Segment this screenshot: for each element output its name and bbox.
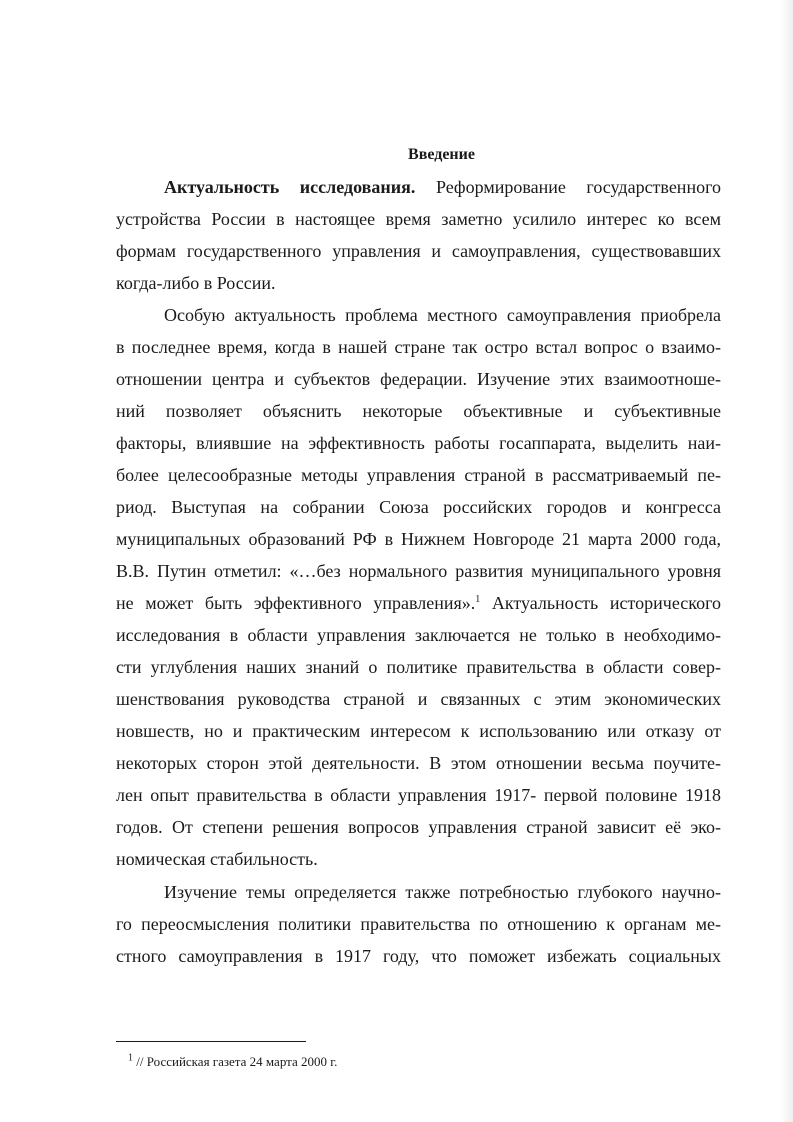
paragraph-local-government <box>116 299 721 875</box>
paragraph-line: риод. Выступая на собрании Союза российских городов и конгресса <box>116 497 721 517</box>
page-title: Введение <box>408 146 475 163</box>
paragraph-line: некоторых сторон этой деятельности. В этом отношении весьма поучите- <box>116 753 721 773</box>
footnote-text: // Российская газета 24 марта 2000 г. <box>133 1054 338 1069</box>
paragraph-line: новшеств, но и практическим интересом к использованию или отказу от <box>116 721 721 741</box>
paragraph-line <box>116 171 721 203</box>
paragraph-line: формам государственного управления и самоуправления, существовавших <box>116 241 721 261</box>
paragraph-line: В.В. Путин отметил: «…без нормального развития муниципального уровня <box>116 561 721 581</box>
paragraph-line: го переосмысления политики правительства по отношению к органам ме- <box>116 914 721 934</box>
paragraph-line: стного самоуправления в 1917 году, что поможет избежать социальных <box>116 946 721 966</box>
paragraph-line: исследования в области управления заключается не только в необходимо- <box>116 625 721 645</box>
text-span: Актуальность исторического <box>480 593 721 613</box>
text-span: не может быть эффективного управления». <box>116 593 476 613</box>
lead-phrase: Актуальность исследования. <box>164 177 416 197</box>
paragraph-line: в последнее время, когда в нашей стране так остро встал вопрос о взаимо- <box>116 337 721 357</box>
paragraph-topic-study <box>116 876 721 972</box>
footnote-reference[interactable]: 1 <box>475 594 481 605</box>
paragraph-line: шенствования руководства страной и связанных с этим экономических <box>116 689 721 709</box>
paragraph-line: годов. От степени решения вопросов управления страной зависит её эко- <box>116 817 721 837</box>
paragraph-line <box>116 587 721 619</box>
paragraph-relevance <box>116 171 721 299</box>
paragraph-line: факторы, влиявшие на эффективность работы госаппарата, выделить наи- <box>116 433 721 453</box>
paragraph-line: устройства России в настоящее время заметно усилило интерес ко всем <box>116 209 721 229</box>
footnote-separator <box>116 1041 306 1042</box>
paragraph-line: когда-либо в России. <box>116 273 276 293</box>
paragraph-line: более целесообразные методы управления страной в рассматриваемый пе- <box>116 465 721 485</box>
paragraph-line: лен опыт правительства в области управления 1917- первой половине 1918 <box>116 785 721 805</box>
text-span: Реформирование государственного <box>435 177 721 197</box>
footnote <box>128 1053 337 1071</box>
paragraph-line: Особую актуальность проблема местного самоуправления приобрела <box>164 305 721 325</box>
footnote-number: 1 <box>128 1052 133 1064</box>
paragraph-line: отношении центра и субъектов федерации. Изучение этих взаимоотноше- <box>116 369 721 389</box>
paragraph-line: ний позволяет объяснить некоторые объективные и субъективные <box>116 401 721 421</box>
scan-edge-shadow <box>781 0 793 1122</box>
paragraph-line: сти углубления наших знаний о политике правительства в области совер- <box>116 657 721 677</box>
paragraph-line: муниципальных образований РФ в Нижнем Новгороде 21 марта 2000 года, <box>116 529 721 549</box>
paragraph-line: Изучение темы определяется также потребностью глубокого научно- <box>164 882 721 902</box>
paragraph-line: номическая стабильность. <box>116 849 318 869</box>
